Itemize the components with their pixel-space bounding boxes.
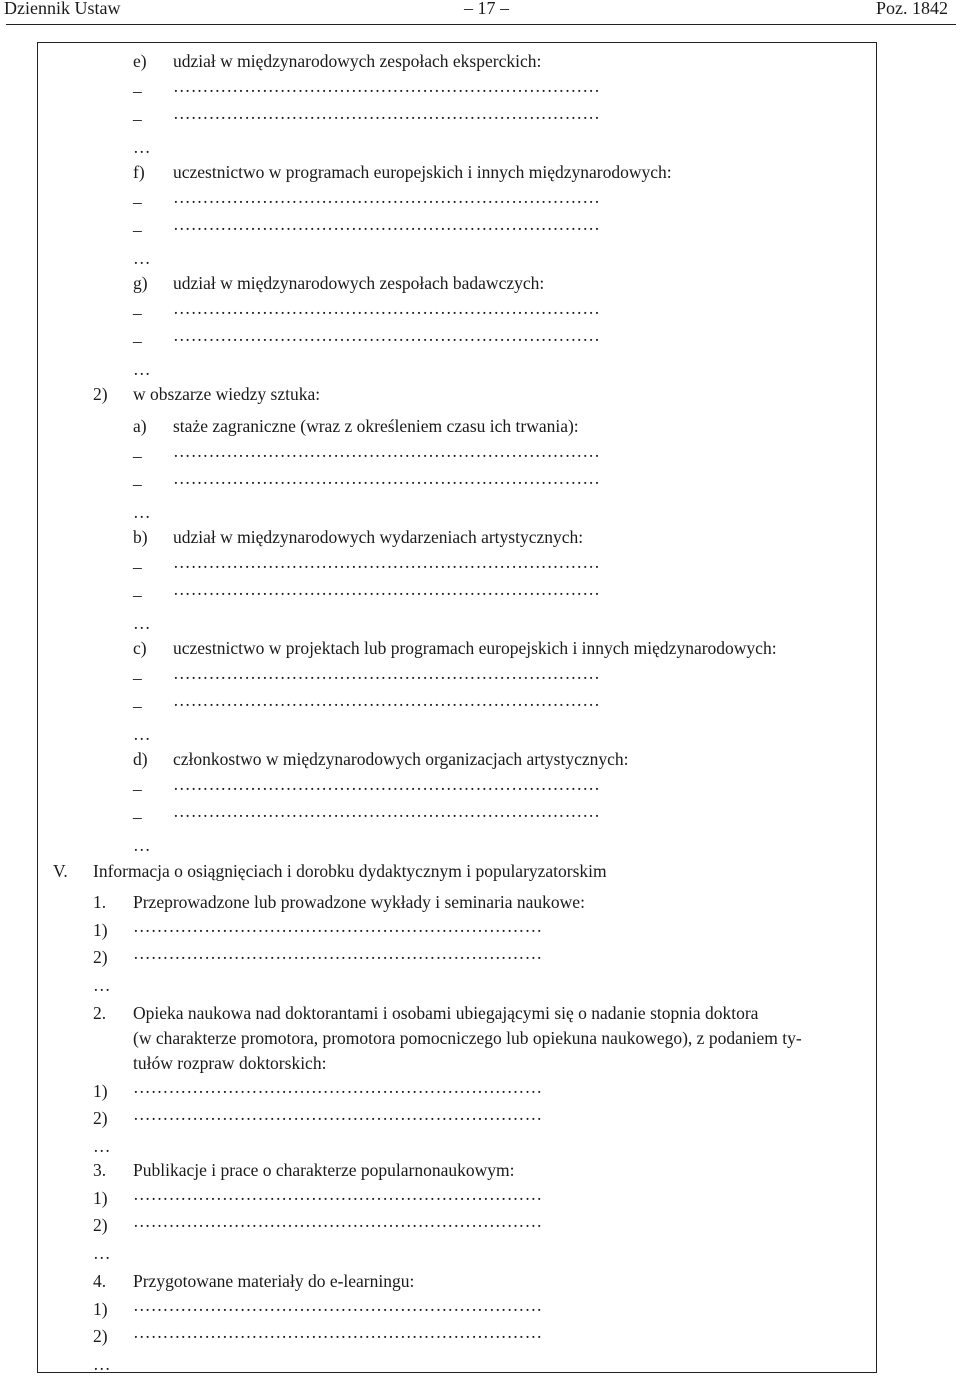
v-item-1-text: Przeprowadzone lub prowadzone wykłady i seminaria naukowe:	[133, 892, 585, 912]
area-2-item-a-letter: a)	[133, 416, 147, 436]
area-2-item-c-dash-2: –	[133, 696, 142, 716]
area-2-title: w obszarze wiedzy sztuka:	[133, 384, 321, 404]
v-item-4-number: 4.	[93, 1271, 107, 1291]
item-f-letter: f)	[133, 162, 145, 182]
area-2-number: 2)	[93, 384, 108, 404]
area-2-item-b-dash-2: –	[133, 585, 142, 605]
area-2-item-a-text: staże zagraniczne (wraz z określeniem czasu ich trwania):	[173, 416, 579, 436]
v-item-2-sub-2: 2)	[93, 1108, 108, 1128]
area-2-item-d-letter: d)	[133, 749, 148, 769]
v-item-1-field-1[interactable]: ……………………………………………………………	[133, 916, 543, 936]
area-2-item-d-dash-1: –	[133, 779, 142, 799]
item-e-field-2[interactable]: ………………………………………………………………	[173, 103, 601, 123]
journal-name: Dziennik Ustaw	[4, 0, 121, 18]
v-item-2-text: Opieka naukowa nad doktorantami i osobami ubiegającymi się o nadanie stopnia doktora	[133, 1003, 759, 1023]
item-g-dash-1: –	[133, 303, 142, 323]
item-g-text: udział w międzynarodowych zespołach badawczych:	[173, 273, 545, 293]
area-2-item-b-dash-1: –	[133, 557, 142, 577]
area-2-item-b-letter: b)	[133, 527, 148, 547]
v-item-1-field-2[interactable]: ……………………………………………………………	[133, 943, 543, 963]
v-item-2-text: tułów rozpraw doktorskich:	[133, 1053, 327, 1073]
area-2-item-c-text: uczestnictwo w projektach lub programach europejskich i innych międzynarodowych:	[173, 638, 777, 658]
area-2-item-c-dash-1: –	[133, 668, 142, 688]
v-item-4-field-2[interactable]: ……………………………………………………………	[133, 1322, 543, 1342]
area-2-item-b-field-1[interactable]: ………………………………………………………………	[173, 552, 601, 572]
v-item-1-ellipsis: …	[93, 975, 111, 995]
area-2-item-d-text: członkostwo w międzynarodowych organizacjach artystycznych:	[173, 749, 629, 769]
area-2-item-d-field-2[interactable]: ………………………………………………………………	[173, 801, 601, 821]
item-e-ellipsis: …	[133, 137, 151, 157]
v-item-3-field-1[interactable]: ……………………………………………………………	[133, 1184, 543, 1204]
item-f-field-2[interactable]: ………………………………………………………………	[173, 214, 601, 234]
area-2-item-d-ellipsis: …	[133, 835, 151, 855]
v-item-2-field-2[interactable]: ……………………………………………………………	[133, 1104, 543, 1124]
area-2-item-a-dash-1: –	[133, 446, 142, 466]
v-item-3-field-2[interactable]: ……………………………………………………………	[133, 1211, 543, 1231]
header-rule	[6, 24, 956, 25]
item-e-field-1[interactable]: ………………………………………………………………	[173, 76, 601, 96]
area-2-item-c-field-1[interactable]: ………………………………………………………………	[173, 663, 601, 683]
area-2-item-a-field-2[interactable]: ………………………………………………………………	[173, 468, 601, 488]
item-e-text: udział w międzynarodowych zespołach eksperckich:	[173, 51, 542, 71]
section-v-roman: V.	[53, 861, 68, 881]
item-g-field-2[interactable]: ………………………………………………………………	[173, 325, 601, 345]
v-item-2-ellipsis: …	[93, 1136, 111, 1156]
item-g-letter: g)	[133, 273, 148, 293]
v-item-4-sub-2: 2)	[93, 1326, 108, 1346]
item-f-dash-2: –	[133, 220, 142, 240]
area-2-item-d-field-1[interactable]: ………………………………………………………………	[173, 774, 601, 794]
position-number: Poz. 1842	[876, 0, 948, 18]
v-item-4-text: Przygotowane materiały do e-learningu:	[133, 1271, 415, 1291]
v-item-2-field-1[interactable]: ……………………………………………………………	[133, 1077, 543, 1097]
area-2-item-b-text: udział w międzynarodowych wydarzeniach artystycznych:	[173, 527, 584, 547]
section-v-title: Informacja o osiągnięciach i dorobku dydaktycznym i popularyzatorskim	[93, 861, 607, 881]
v-item-3-number: 3.	[93, 1160, 107, 1180]
area-2-item-a-dash-2: –	[133, 474, 142, 494]
area-2-item-a-field-1[interactable]: ………………………………………………………………	[173, 441, 601, 461]
item-e-letter: e)	[133, 51, 147, 71]
v-item-1-sub-2: 2)	[93, 947, 108, 967]
v-item-4-sub-1: 1)	[93, 1299, 108, 1319]
area-2-item-b-ellipsis: …	[133, 613, 151, 633]
area-2-item-c-field-2[interactable]: ………………………………………………………………	[173, 690, 601, 710]
area-2-item-c-letter: c)	[133, 638, 147, 658]
item-f-field-1[interactable]: ………………………………………………………………	[173, 187, 601, 207]
item-e-dash-2: –	[133, 109, 142, 129]
v-item-3-sub-1: 1)	[93, 1188, 108, 1208]
v-item-2-number: 2.	[93, 1003, 107, 1023]
item-g-field-1[interactable]: ………………………………………………………………	[173, 298, 601, 318]
item-g-dash-2: –	[133, 331, 142, 351]
v-item-1-sub-1: 1)	[93, 920, 108, 940]
v-item-2-text: (w charakterze promotora, promotora pomocniczego lub opiekuna naukowego), z podaniem ty-	[133, 1028, 802, 1048]
item-e-dash-1: –	[133, 81, 142, 101]
v-item-3-sub-2: 2)	[93, 1215, 108, 1235]
v-item-4-ellipsis: …	[93, 1354, 111, 1374]
item-f-dash-1: –	[133, 192, 142, 212]
page-number: – 17 –	[464, 0, 509, 18]
page-header	[0, 0, 960, 22]
area-2-item-c-ellipsis: …	[133, 724, 151, 744]
v-item-3-ellipsis: …	[93, 1243, 111, 1263]
area-2-item-a-ellipsis: …	[133, 502, 151, 522]
v-item-1-number: 1.	[93, 892, 107, 912]
item-f-text: uczestnictwo w programach europejskich i innych międzynarodowych:	[173, 162, 672, 182]
area-2-item-b-field-2[interactable]: ………………………………………………………………	[173, 579, 601, 599]
item-g-ellipsis: …	[133, 359, 151, 379]
v-item-2-sub-1: 1)	[93, 1081, 108, 1101]
v-item-4-field-1[interactable]: ……………………………………………………………	[133, 1295, 543, 1315]
item-f-ellipsis: …	[133, 248, 151, 268]
area-2-item-d-dash-2: –	[133, 807, 142, 827]
v-item-3-text: Publikacje i prace o charakterze popularnonaukowym:	[133, 1160, 515, 1180]
